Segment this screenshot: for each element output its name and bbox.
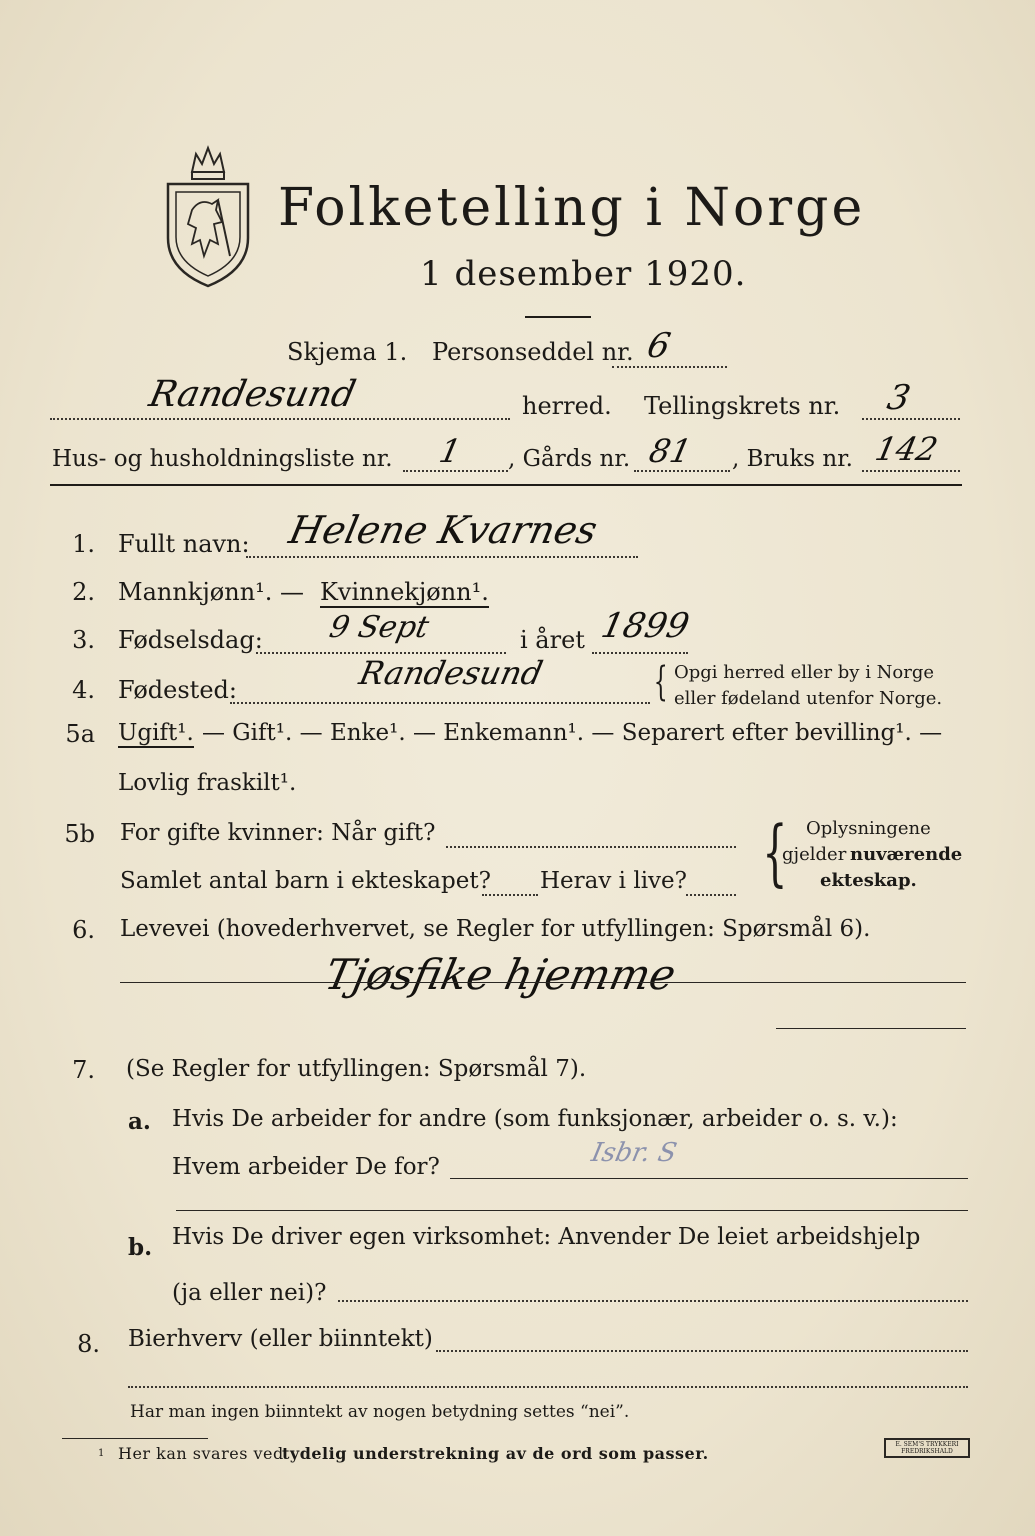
q5b-barn-line <box>482 894 538 896</box>
q4-note-brace: { <box>653 659 668 705</box>
q7a-question: Hvem arbeider De for? <box>172 1154 440 1180</box>
hus-label: Hus- og husholdningsliste nr. <box>52 446 393 472</box>
q1-value[interactable]: Helene Kvarnes <box>285 508 602 552</box>
q3-number: 3. <box>72 626 95 654</box>
q5a-number: 5a <box>65 720 95 748</box>
q7b-letter: b. <box>128 1234 153 1261</box>
footnote-text-a: Her kan svares ved <box>118 1444 284 1463</box>
q6-value[interactable]: Tjøsfike hjemme <box>320 950 681 999</box>
form-title: Folketelling i Norge <box>278 178 866 238</box>
footnote-text-b: tydelig understrekning av de ord som passer. <box>282 1444 709 1463</box>
hus-value[interactable]: 1 <box>435 432 465 470</box>
q1-label: Fullt navn: <box>118 530 250 558</box>
q5b-number: 5b <box>64 820 95 848</box>
q7-number: 7. <box>72 1056 95 1084</box>
q4-number: 4. <box>72 676 95 704</box>
personseddel-value[interactable]: 6 <box>643 326 674 366</box>
q4-label: Fødested: <box>118 676 237 704</box>
q7-label: (Se Regler for utfyllingen: Spørsmål 7). <box>126 1056 587 1082</box>
skjema-label: Skjema 1. <box>287 338 408 366</box>
herred-value[interactable]: Randesund <box>145 374 360 415</box>
q8-line2 <box>128 1386 968 1388</box>
q7b-line <box>338 1300 968 1302</box>
q5b-heravilive: Herav i live? <box>540 868 687 894</box>
coat-of-arms-emblem <box>162 140 254 290</box>
personseddel-label: Personseddel nr. <box>432 338 634 366</box>
q8-number: 8. <box>77 1330 100 1358</box>
q1-number: 1. <box>72 530 95 558</box>
q6-line1 <box>120 982 966 983</box>
tellingskrets-line <box>862 418 960 420</box>
q2-number: 2. <box>72 578 95 606</box>
q4-note-line1: Opgi herred eller by i Norge <box>674 662 935 683</box>
q2-female-underlined[interactable]: Kvinnekjønn¹. <box>320 578 489 606</box>
q5b-note-line1: Oplysningene <box>806 818 931 839</box>
q4-line <box>230 702 650 704</box>
q5a-options[interactable]: — Gift¹. — Enke¹. — Enkemann¹. — Separert efter bevilling¹. — <box>202 720 943 746</box>
q6-number: 6. <box>72 916 95 944</box>
q3-label: Fødselsdag: <box>118 626 263 654</box>
gards-label: , Gårds nr. <box>508 446 631 472</box>
q7a-value[interactable]: Isbr. S <box>588 1138 680 1168</box>
title-divider <box>525 316 591 318</box>
q7a-line2 <box>176 1210 968 1211</box>
q5b-live-line <box>686 894 736 896</box>
q5a-ugift-underlined[interactable]: Ugift¹. <box>118 720 194 746</box>
q1-line <box>246 556 638 558</box>
q5b-note-line2b: nuværende <box>850 844 963 865</box>
gards-line <box>634 470 730 472</box>
q3-value[interactable]: 9 Sept <box>326 610 432 645</box>
printer-stamp <box>884 1438 970 1458</box>
bruks-line <box>862 470 960 472</box>
form-date: 1 desember 1920. <box>420 254 747 294</box>
q7b-question: (ja eller nei)? <box>172 1280 327 1306</box>
printer-stamp-line2: FREDRIKSHALD <box>901 1448 953 1455</box>
q3-year-value[interactable]: 1899 <box>597 606 693 646</box>
q5b-line1: For gifte kvinner: Når gift? <box>120 820 436 846</box>
q5b-note-line3: ekteskap. <box>820 870 917 891</box>
q3-year-line <box>592 652 688 654</box>
bruks-label: , Bruks nr. <box>732 446 853 472</box>
herred-label: herred. <box>522 392 612 420</box>
q3-year-label: i året <box>520 626 585 654</box>
q5a-line2[interactable]: Lovlig fraskilt¹. <box>118 770 297 796</box>
q7b-text: Hvis De driver egen virksomhet: Anvender De leiet arbeidshjelp <box>172 1224 921 1250</box>
q7a-line1 <box>450 1178 968 1179</box>
herred-line <box>50 418 510 420</box>
q5b-line2: Samlet antal barn i ekteskapet? <box>120 868 491 894</box>
q7a-text: Hvis De arbeider for andre (som funksjonær, arbeider o. s. v.): <box>172 1106 898 1132</box>
q5b-note-brace: { <box>762 810 788 894</box>
q6-label: Levevei (hovederhvervet, se Regler for utfyllingen: Spørsmål 6). <box>120 916 871 942</box>
hus-line <box>403 470 508 472</box>
header-rule <box>50 484 962 486</box>
q2-male[interactable]: Mannkjønn¹. — <box>118 578 305 606</box>
q5b-note-line2a: gjelder <box>782 844 847 865</box>
tellingskrets-label: Tellingskrets nr. <box>644 392 841 420</box>
footnote-mark: 1 <box>98 1448 105 1459</box>
footer-note: Har man ingen biinntekt av nogen betydning settes “nei”. <box>130 1402 630 1422</box>
bruks-value[interactable]: 142 <box>871 430 942 468</box>
gards-value[interactable]: 81 <box>645 432 695 470</box>
q7a-letter: a. <box>128 1108 151 1135</box>
q6-line2 <box>776 1028 966 1029</box>
q5b-gift-line <box>446 846 736 848</box>
q8-line1 <box>436 1350 968 1352</box>
personseddel-line <box>612 366 727 368</box>
footnote-divider <box>62 1438 208 1439</box>
q4-note-line2: eller fødeland utenfor Norge. <box>674 688 943 709</box>
printer-stamp-line1: E. SEM'S TRYKKERI <box>895 1441 959 1448</box>
q8-label: Bierhverv (eller biinntekt) <box>128 1326 433 1352</box>
q4-value[interactable]: Randesund <box>355 654 547 692</box>
tellingskrets-value[interactable]: 3 <box>883 378 914 418</box>
